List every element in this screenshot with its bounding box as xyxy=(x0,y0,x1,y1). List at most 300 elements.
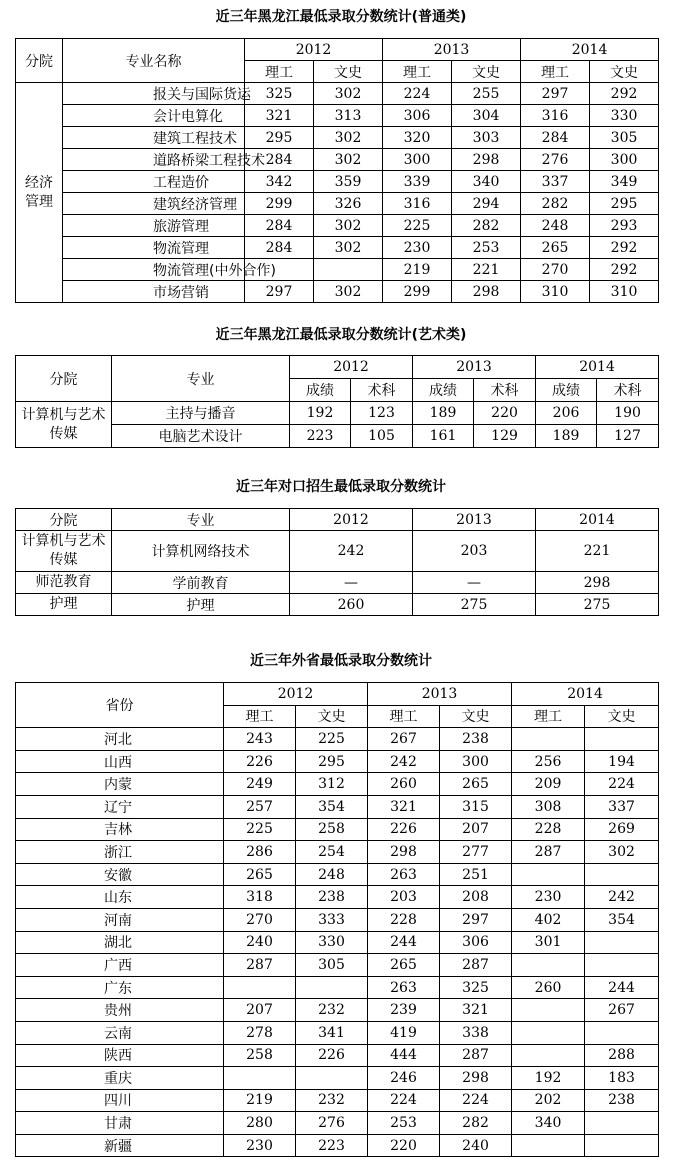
table-art xyxy=(15,355,659,448)
score-cell: 224 xyxy=(585,773,659,796)
table-row xyxy=(16,773,659,796)
table-row xyxy=(16,750,659,773)
major-cell: 建筑工程技术 xyxy=(63,127,245,149)
score-cell: 249 xyxy=(224,773,296,796)
score-cell: 325 xyxy=(245,83,314,105)
score-cell: 209 xyxy=(512,773,585,796)
score-cell: 299 xyxy=(245,193,314,215)
major-cell: 报关与国际货运 xyxy=(63,83,245,105)
score-cell: 219 xyxy=(383,259,452,281)
score-cell: 220 xyxy=(368,1134,440,1157)
score-cell: 269 xyxy=(585,818,659,841)
subheader-category: 理工 xyxy=(512,705,585,728)
major-cell: 工程造价 xyxy=(63,171,245,193)
score-cell: 240 xyxy=(224,931,296,954)
province-cell: 陕西 xyxy=(16,1044,224,1067)
subheader-category: 术科 xyxy=(597,379,659,402)
subheader-category: 理工 xyxy=(368,705,440,728)
table-row xyxy=(16,425,659,448)
score-cell: 303 xyxy=(452,127,521,149)
score-cell: 295 xyxy=(590,193,659,215)
score-cell: 300 xyxy=(590,149,659,171)
dept-cell: 计算机与艺术传媒 xyxy=(16,531,112,572)
score-cell: 183 xyxy=(585,1067,659,1090)
score-cell xyxy=(585,954,659,977)
score-cell: 221 xyxy=(536,531,659,572)
subheader-category: 成绩 xyxy=(536,379,597,402)
subheader-category: 成绩 xyxy=(290,379,351,402)
score-cell: 288 xyxy=(585,1044,659,1067)
title-art: 近三年黑龙江最低录取分数统计(艺术类) xyxy=(215,327,467,343)
table-other-provinces xyxy=(15,682,659,1157)
score-cell: 248 xyxy=(521,215,590,237)
province-cell: 云南 xyxy=(16,1021,224,1044)
subheader-category: 理工 xyxy=(521,61,590,83)
table-row xyxy=(16,863,659,886)
score-cell: 292 xyxy=(590,83,659,105)
score-cell: 220 xyxy=(474,402,536,425)
score-cell: 207 xyxy=(224,999,296,1022)
score-cell: 284 xyxy=(521,127,590,149)
score-cell xyxy=(585,1112,659,1135)
score-cell: 226 xyxy=(368,818,440,841)
score-cell: 225 xyxy=(296,728,368,751)
header-year: 2012 xyxy=(245,39,383,61)
score-cell xyxy=(585,931,659,954)
score-cell: 244 xyxy=(585,976,659,999)
score-cell: 313 xyxy=(314,105,383,127)
table-row xyxy=(16,594,659,616)
score-cell: 232 xyxy=(296,1089,368,1112)
score-cell: 340 xyxy=(512,1112,585,1135)
header-major: 专业 xyxy=(112,356,290,402)
score-cell: 302 xyxy=(585,841,659,864)
table-counterpart xyxy=(15,508,659,616)
title-general: 近三年黑龙江最低录取分数统计(普通类) xyxy=(215,9,467,25)
score-cell: 251 xyxy=(440,863,512,886)
province-cell: 安徽 xyxy=(16,863,224,886)
score-cell: 226 xyxy=(224,750,296,773)
subheader-category: 文史 xyxy=(452,61,521,83)
table-general xyxy=(15,38,659,303)
score-cell: 275 xyxy=(536,594,659,616)
score-cell: 287 xyxy=(440,1044,512,1067)
score-cell: 330 xyxy=(296,931,368,954)
score-cell: 189 xyxy=(413,402,474,425)
header-year: 2013 xyxy=(368,683,512,706)
score-cell: 287 xyxy=(440,954,512,977)
score-cell: 263 xyxy=(368,863,440,886)
header-year: 2014 xyxy=(536,509,659,531)
major-cell: 建筑经济管理 xyxy=(63,193,245,215)
subheader-category: 文史 xyxy=(440,705,512,728)
score-cell: 278 xyxy=(224,1021,296,1044)
score-cell: 232 xyxy=(296,999,368,1022)
score-cell: 298 xyxy=(440,1067,512,1090)
score-cell: 223 xyxy=(290,425,351,448)
score-cell: 260 xyxy=(368,773,440,796)
score-cell: 277 xyxy=(440,841,512,864)
score-cell: 208 xyxy=(440,886,512,909)
subheader-category: 文史 xyxy=(585,705,659,728)
score-cell xyxy=(585,1134,659,1157)
score-cell: 230 xyxy=(224,1134,296,1157)
score-cell: 282 xyxy=(521,193,590,215)
score-cell: 254 xyxy=(296,841,368,864)
score-cell: 300 xyxy=(383,149,452,171)
header-year: 2013 xyxy=(413,509,536,531)
province-cell: 山东 xyxy=(16,886,224,909)
dept-cell: 护理 xyxy=(16,594,112,616)
major-cell: 旅游管理 xyxy=(63,215,245,237)
subheader-category: 术科 xyxy=(474,379,536,402)
score-cell: 316 xyxy=(521,105,590,127)
score-cell: 243 xyxy=(224,728,296,751)
score-cell: 320 xyxy=(383,127,452,149)
score-cell: 265 xyxy=(368,954,440,977)
major-cell: 道路桥梁工程技术 xyxy=(63,149,245,171)
score-cell: 302 xyxy=(314,215,383,237)
score-cell: 312 xyxy=(296,773,368,796)
score-cell: 310 xyxy=(590,281,659,303)
score-cell: 189 xyxy=(536,425,597,448)
subheader-category: 文史 xyxy=(296,705,368,728)
major-cell: 电脑艺术设计 xyxy=(112,425,290,448)
province-cell: 山西 xyxy=(16,750,224,773)
score-cell: 225 xyxy=(383,215,452,237)
province-cell: 河北 xyxy=(16,728,224,751)
table-row xyxy=(16,728,659,751)
score-cell: 280 xyxy=(224,1112,296,1135)
score-cell: 206 xyxy=(536,402,597,425)
score-cell: 298 xyxy=(452,149,521,171)
score-cell: 301 xyxy=(512,931,585,954)
score-cell: 282 xyxy=(440,1112,512,1135)
score-cell: 315 xyxy=(440,795,512,818)
subheader-category: 理工 xyxy=(245,61,314,83)
province-cell: 重庆 xyxy=(16,1067,224,1090)
score-cell: 286 xyxy=(224,841,296,864)
table-row xyxy=(16,908,659,931)
table-row xyxy=(16,886,659,909)
major-cell: 物流管理 xyxy=(63,237,245,259)
score-cell: 192 xyxy=(512,1067,585,1090)
score-cell: 244 xyxy=(368,931,440,954)
score-cell: 223 xyxy=(296,1134,368,1157)
table-row xyxy=(16,841,659,864)
table-row xyxy=(16,1044,659,1067)
score-cell: 293 xyxy=(590,215,659,237)
subheader-category: 理工 xyxy=(383,61,452,83)
table-row xyxy=(16,1112,659,1135)
score-cell: 298 xyxy=(536,572,659,594)
subheader-category: 文史 xyxy=(590,61,659,83)
score-cell: 239 xyxy=(368,999,440,1022)
score-cell: 284 xyxy=(245,215,314,237)
score-cell: 349 xyxy=(590,171,659,193)
score-cell: 246 xyxy=(368,1067,440,1090)
score-cell: 337 xyxy=(585,795,659,818)
score-cell: 306 xyxy=(440,931,512,954)
score-cell: 127 xyxy=(597,425,659,448)
score-cell: 305 xyxy=(590,127,659,149)
province-cell: 辽宁 xyxy=(16,795,224,818)
score-cell: 190 xyxy=(597,402,659,425)
header-province: 省份 xyxy=(16,683,224,728)
score-cell: 265 xyxy=(521,237,590,259)
table-row xyxy=(16,193,659,215)
score-cell: 242 xyxy=(585,886,659,909)
table-row xyxy=(16,572,659,594)
score-cell xyxy=(224,976,296,999)
score-cell: 297 xyxy=(521,83,590,105)
score-cell: 354 xyxy=(585,908,659,931)
score-cell: 298 xyxy=(452,281,521,303)
score-cell: 226 xyxy=(296,1044,368,1067)
major-cell: 市场营销 xyxy=(63,281,245,303)
province-cell: 湖北 xyxy=(16,931,224,954)
table-row xyxy=(16,83,659,105)
score-cell: 330 xyxy=(590,105,659,127)
table-row xyxy=(16,1067,659,1090)
header-year: 2014 xyxy=(536,356,659,379)
dept-cell: 计算机与艺术传媒 xyxy=(16,402,112,448)
score-cell: 105 xyxy=(351,425,413,448)
score-cell: 192 xyxy=(290,402,351,425)
table-row xyxy=(16,954,659,977)
score-cell: 275 xyxy=(413,594,536,616)
major-cell: 物流管理(中外合作) xyxy=(63,259,245,281)
score-cell: 219 xyxy=(224,1089,296,1112)
score-cell: 258 xyxy=(224,1044,296,1067)
header-year: 2012 xyxy=(224,683,368,706)
table-row xyxy=(16,402,659,425)
score-cell: 260 xyxy=(290,594,413,616)
score-cell xyxy=(512,728,585,751)
score-cell: 298 xyxy=(368,841,440,864)
score-cell: 238 xyxy=(296,886,368,909)
score-cell: 287 xyxy=(512,841,585,864)
score-cell xyxy=(512,999,585,1022)
header-year: 2012 xyxy=(290,509,413,531)
score-cell: 284 xyxy=(245,237,314,259)
table-row xyxy=(16,1021,659,1044)
score-cell: 224 xyxy=(440,1089,512,1112)
score-cell: 242 xyxy=(368,750,440,773)
score-cell: 129 xyxy=(474,425,536,448)
province-cell: 四川 xyxy=(16,1089,224,1112)
score-cell: 325 xyxy=(440,976,512,999)
major-cell: 护理 xyxy=(112,594,290,616)
province-cell: 浙江 xyxy=(16,841,224,864)
table-row xyxy=(16,105,659,127)
table-row xyxy=(16,531,659,572)
score-cell: 321 xyxy=(440,999,512,1022)
score-cell: 295 xyxy=(245,127,314,149)
score-cell: 270 xyxy=(224,908,296,931)
score-cell: 299 xyxy=(383,281,452,303)
table-row xyxy=(16,976,659,999)
score-cell: 306 xyxy=(383,105,452,127)
score-cell: 402 xyxy=(512,908,585,931)
score-cell: 265 xyxy=(440,773,512,796)
score-cell: 300 xyxy=(440,750,512,773)
score-cell: 302 xyxy=(314,237,383,259)
subheader-category: 成绩 xyxy=(413,379,474,402)
score-cell xyxy=(512,954,585,977)
table-row xyxy=(16,281,659,303)
score-cell: 270 xyxy=(521,259,590,281)
table-row xyxy=(16,215,659,237)
score-cell: 253 xyxy=(368,1112,440,1135)
score-cell: 255 xyxy=(452,83,521,105)
header-dept: 分院 xyxy=(16,509,112,531)
score-cell xyxy=(224,1067,296,1090)
score-cell: 292 xyxy=(590,259,659,281)
score-cell: 287 xyxy=(224,954,296,977)
table-row xyxy=(16,1134,659,1157)
score-cell: 161 xyxy=(413,425,474,448)
score-cell: 444 xyxy=(368,1044,440,1067)
score-cell: — xyxy=(290,572,413,594)
province-cell: 广东 xyxy=(16,976,224,999)
score-cell: 341 xyxy=(296,1021,368,1044)
province-cell: 内蒙 xyxy=(16,773,224,796)
header-dept: 分院 xyxy=(16,39,63,83)
table-row xyxy=(16,171,659,193)
province-cell: 贵州 xyxy=(16,999,224,1022)
score-cell: 338 xyxy=(440,1021,512,1044)
score-cell: — xyxy=(413,572,536,594)
score-cell: 203 xyxy=(368,886,440,909)
score-cell: 240 xyxy=(440,1134,512,1157)
score-cell: 267 xyxy=(585,999,659,1022)
score-cell: 302 xyxy=(314,83,383,105)
score-cell: 321 xyxy=(368,795,440,818)
score-cell: 230 xyxy=(383,237,452,259)
score-cell: 321 xyxy=(245,105,314,127)
score-cell: 224 xyxy=(368,1089,440,1112)
score-cell: 123 xyxy=(351,402,413,425)
score-cell: 354 xyxy=(296,795,368,818)
score-cell: 302 xyxy=(314,149,383,171)
table-row xyxy=(16,259,659,281)
score-cell: 284 xyxy=(245,149,314,171)
score-cell: 202 xyxy=(512,1089,585,1112)
score-cell: 333 xyxy=(296,908,368,931)
table-row xyxy=(16,795,659,818)
subheader-category: 文史 xyxy=(314,61,383,83)
score-cell xyxy=(512,1044,585,1067)
major-cell: 主持与播音 xyxy=(112,402,290,425)
header-year: 2013 xyxy=(383,39,521,61)
table-row xyxy=(16,149,659,171)
header-year: 2014 xyxy=(521,39,659,61)
score-cell xyxy=(512,863,585,886)
score-cell xyxy=(585,1021,659,1044)
score-cell: 263 xyxy=(368,976,440,999)
score-cell: 318 xyxy=(224,886,296,909)
score-cell xyxy=(512,1134,585,1157)
score-cell: 225 xyxy=(224,818,296,841)
score-cell: 305 xyxy=(296,954,368,977)
score-cell: 304 xyxy=(452,105,521,127)
province-cell: 河南 xyxy=(16,908,224,931)
score-cell: 238 xyxy=(440,728,512,751)
table-row xyxy=(16,237,659,259)
score-cell xyxy=(585,728,659,751)
score-cell xyxy=(296,1067,368,1090)
score-cell: 267 xyxy=(368,728,440,751)
score-cell xyxy=(585,863,659,886)
score-cell xyxy=(512,1021,585,1044)
score-cell: 224 xyxy=(383,83,452,105)
score-cell: 294 xyxy=(452,193,521,215)
table-row xyxy=(16,1089,659,1112)
header-major: 专业 xyxy=(112,509,290,531)
province-cell: 吉林 xyxy=(16,818,224,841)
score-cell: 326 xyxy=(314,193,383,215)
score-cell: 339 xyxy=(383,171,452,193)
score-cell: 308 xyxy=(512,795,585,818)
table-row xyxy=(16,818,659,841)
dept-cell: 经济 管理 xyxy=(16,83,63,303)
score-cell: 340 xyxy=(452,171,521,193)
province-cell: 广西 xyxy=(16,954,224,977)
score-cell xyxy=(296,976,368,999)
score-cell: 297 xyxy=(440,908,512,931)
header-year: 2014 xyxy=(512,683,659,706)
score-cell xyxy=(314,259,383,281)
score-cell: 238 xyxy=(585,1089,659,1112)
score-cell: 295 xyxy=(296,750,368,773)
score-cell: 419 xyxy=(368,1021,440,1044)
score-cell: 297 xyxy=(245,281,314,303)
major-cell: 会计电算化 xyxy=(63,105,245,127)
table-row xyxy=(16,931,659,954)
score-cell: 282 xyxy=(452,215,521,237)
subheader-category: 术科 xyxy=(351,379,413,402)
score-cell: 221 xyxy=(452,259,521,281)
title-counterpart: 近三年对口招生最低录取分数统计 xyxy=(236,479,446,495)
score-cell: 359 xyxy=(314,171,383,193)
score-cell: 228 xyxy=(368,908,440,931)
header-major: 专业名称 xyxy=(63,39,245,83)
subheader-category: 理工 xyxy=(224,705,296,728)
score-cell: 276 xyxy=(296,1112,368,1135)
score-cell: 253 xyxy=(452,237,521,259)
score-cell: 248 xyxy=(296,863,368,886)
score-cell: 230 xyxy=(512,886,585,909)
score-cell: 207 xyxy=(440,818,512,841)
table-row xyxy=(16,999,659,1022)
score-cell: 276 xyxy=(521,149,590,171)
score-cell: 194 xyxy=(585,750,659,773)
score-cell: 302 xyxy=(314,127,383,149)
score-cell: 260 xyxy=(512,976,585,999)
header-year: 2012 xyxy=(290,356,413,379)
score-cell: 316 xyxy=(383,193,452,215)
table-row xyxy=(16,127,659,149)
score-cell: 242 xyxy=(290,531,413,572)
province-cell: 新疆 xyxy=(16,1134,224,1157)
dept-cell: 师范教育 xyxy=(16,572,112,594)
score-cell: 203 xyxy=(413,531,536,572)
header-dept: 分院 xyxy=(16,356,112,402)
score-cell: 256 xyxy=(512,750,585,773)
score-cell: 228 xyxy=(512,818,585,841)
score-cell: 292 xyxy=(590,237,659,259)
